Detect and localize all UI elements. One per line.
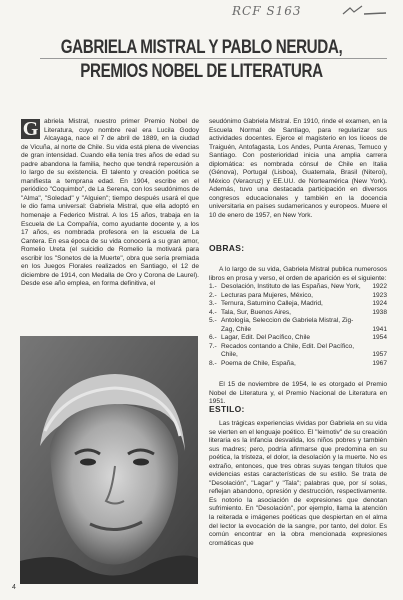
obra-item: 6.- Lagar, Edit. Del Pacífico, Chile 1954: [209, 334, 387, 342]
article-title-line-1: GABRIELA MISTRAL Y PABLO NERUDA,: [60, 36, 343, 58]
obra-item: 3.- Ternura, Saturnino Calleja, Madrid, 1924: [209, 300, 387, 308]
estilo-paragraph: Las trágicas experiencias vividas por Gabriela en su vida se vierten en el lenguaje poético. El "leimotiv" de su creación literaria es la infancia desvalida, los niños pobres y también sus madres; pero, podría afirmarse que predomina en su poética, la tristeza, el dolor, la desolación y la muerte. No es extraño, entonces, que tres obras suyas tengan títulos que evidencias estas características de su estilo. Se trata de "Desolación", "Lagar" y "Tala"; palabras que, por sí solas, reflejan abandono, opresión y destrucción, respectivamente. Es notorio la asociación de expresiones que denotan sufrimiento. En "Desolación", por ejemplo, llama la atención la reiterada e imágenes poéticas que despiertan en el alma del lector la evocación de la sangre, por tanto, del dolor. Es común encontrar en la obra mencionada expresiones cromáticas que: [209, 420, 387, 547]
obras-section: [209, 266, 387, 369]
page-number: 4: [12, 584, 16, 591]
obra-item: 2.- Lecturas para Mujeres, México, 1923: [209, 291, 387, 299]
handwritten-mark-icon: [340, 2, 390, 18]
obra-item: 5.- Antología, Seleccion de Gabriela Mistral, Zig-Zag, Chile 1941: [209, 317, 387, 333]
portrait-image: [20, 336, 198, 584]
obras-intro: A lo largo de su vida, Gabriela Mistral publica numerosos libros en prosa y verso, el orden de aparición es el siguiente:: [209, 266, 387, 282]
nobel-paragraph: El 15 de noviembre de 1954, le es otorgado el Premio Nobel de Literatura y, el Premio Nacional de Literatura en 1951.: [209, 381, 387, 406]
portrait-photo: [20, 336, 198, 584]
biography-continuation: seudónimo Gabriela Mistral. En 1910, rinde el examen, en la Escuela Normal de Santiago, para regularizar sus actividades docentes. Ejerce el magisterio en los liceos de Traiguén, Antofagasta, Los Andes, Punta Arenas, Temuco y Santiago. Con posterioridad inicia una amplia carrera diplomática: es nombrada cónsul de Chile en Italia (Génova), Portugal (Lisboa), Guatemala, Brasil (Niteroi), México (Veracruz) y EE.UU. de Norteamérica (New York). Además, tuvo una destacada participación en diversos congresos educacionales y también en la docencia universitaria en países sudamericanos y europeos. Muere el 10 de enero de 1957, en New York.: [209, 118, 387, 220]
obra-item: 8.- Poema de Chile, España, 1967: [209, 360, 387, 368]
handwritten-annotation: RCF S163: [232, 4, 302, 18]
obra-item: 7.- Recados contando a Chile, Edit. Del Pacífico, Chile, 1957: [209, 342, 387, 359]
drop-cap: G: [22, 118, 39, 140]
estilo-heading: ESTILO:: [209, 404, 245, 414]
obras-heading: OBRAS:: [209, 243, 245, 253]
title-divider: [40, 58, 387, 59]
intro-text: abriela Mistral, nuestro primer Premio Nobel de Literatura, cuyo nombre real era Lucila Godoy Alcayaga, nace el 7 de abril de 1889, en la ciudad de Vicuña, al norte de Chile. Su vida está plena de vivencias de gran intensidad. Cuando ella tenía tres años de edad su padre abandona la familia, hecho que tendrá repercusión a lo largo de su existencia. El talento y creación poética se manifiesta a temprana edad. En 1904, escribe en el periódico "Coquimbo", de La Serena, con los seudónimos de "Alma", "Soledad" y "Alguien"; tiempo después usará el que le dio fama universal: Gabriela Mistral, que ella adoptó en homenaje a Federico Mistral. A los 15 años, trabaja en la Escuela de La Compañía, como ayudante docente y, a los 17 años, es nombrada profesora en la escuela de La Cantera. En esa época de su vida conocerá a su gran amor, Romelio Ureta (el suicidio de Romelio la motivará para escribir los "Sonetos de la Muerte", obra que sería premiada en los Juegos Florales realizados en Santiago, el 12 de diciembre de 1914, con Medalla de Oro y Corona de Laurel). Desde ese año emplea, en forma definitiva, el: [21, 118, 199, 288]
obra-item: 1.- Desolación, Instituto de las Españas, New York, 1922: [209, 283, 387, 291]
article-title-line-2: PREMIOS NOBEL DE LITERATURA: [80, 60, 323, 82]
intro-paragraph: [21, 118, 199, 289]
obra-item: 4.- Tala, Sur, Buenos Aires, 1938: [209, 308, 387, 316]
right-column-paragraph-1: [209, 118, 387, 221]
left-column: [21, 118, 199, 289]
